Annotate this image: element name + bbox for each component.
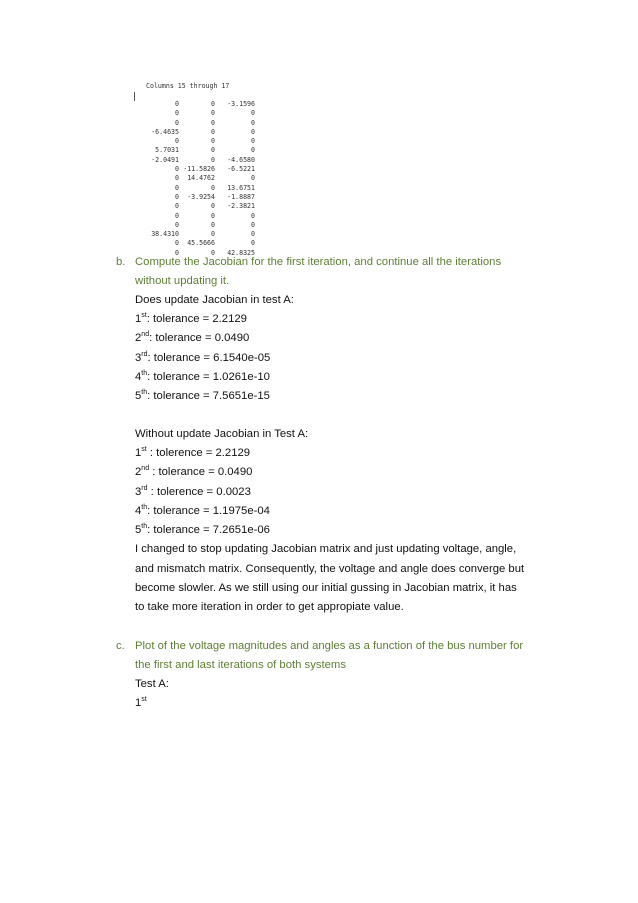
tolerance-line bbox=[135, 505, 270, 517]
update-jacobian-heading: Does update Jacobian in test A: bbox=[135, 294, 294, 306]
matrix-cell: 0 bbox=[211, 109, 215, 118]
iteration-number: 4 bbox=[135, 504, 142, 517]
iteration-suffix: st bbox=[141, 312, 147, 320]
matrix-cell: 13.6751 bbox=[227, 183, 255, 192]
tolerance-line bbox=[135, 466, 252, 478]
iteration-suffix: rd bbox=[141, 350, 148, 358]
section-c-marker: c. bbox=[116, 640, 125, 652]
tolerance-line bbox=[135, 524, 270, 536]
first-iteration-label bbox=[135, 697, 147, 709]
explanation-line-1: I changed to stop updating Jacobian matrix and just updating voltage, angle, bbox=[135, 543, 517, 555]
iteration-number: 4 bbox=[135, 370, 142, 383]
iteration-suffix: nd bbox=[141, 465, 150, 473]
matrix-cell: 0 bbox=[175, 109, 179, 118]
matrix-cell: -1.8887 bbox=[227, 192, 255, 201]
iteration-number: 5 bbox=[135, 524, 142, 537]
tolerance-line bbox=[135, 352, 270, 364]
matrix-cell: 0 bbox=[211, 118, 215, 127]
matrix-cell: 0 bbox=[211, 137, 215, 146]
iteration-number: 5 bbox=[135, 390, 142, 403]
matrix-cell: -2.0491 bbox=[151, 155, 179, 164]
section-c-title-line2: the first and last iterations of both systems bbox=[135, 659, 346, 671]
matrix-cell: 0 bbox=[211, 100, 215, 108]
tolerance-line bbox=[135, 313, 247, 325]
matrix-cell: 0 bbox=[211, 183, 215, 192]
matrix-cell: 0 bbox=[251, 109, 255, 118]
matrix-cell: 0 bbox=[175, 137, 179, 146]
matrix-cell: 0 bbox=[211, 220, 215, 229]
matrix-cell: 0 bbox=[211, 146, 215, 155]
tolerance-value: : tolerance = 7.5651e-15 bbox=[147, 390, 270, 403]
matrix-cell: 0 bbox=[175, 183, 179, 192]
matrix-cell: 0 bbox=[251, 239, 255, 248]
iteration-suffix: th bbox=[141, 504, 148, 512]
iteration-suffix: th bbox=[141, 523, 148, 531]
explanation-line-2: and mismatch matrix. Consequently, the voltage and angle does converge but bbox=[135, 563, 525, 575]
matrix-cell: 0 bbox=[175, 202, 179, 211]
iteration-number: 3 bbox=[135, 351, 142, 364]
tolerance-line bbox=[135, 332, 249, 344]
matrix-cell: -3.1596 bbox=[227, 100, 255, 108]
matrix-cell: 38.4310 bbox=[151, 230, 179, 239]
matrix-cell: -3.9254 bbox=[187, 192, 215, 201]
iteration-suffix: st bbox=[141, 446, 147, 454]
iteration-number: 1 bbox=[135, 313, 142, 325]
iteration-number: 2 bbox=[135, 332, 142, 345]
section-b-title-line2: without updating it. bbox=[135, 275, 230, 287]
matrix-cell: 0 bbox=[251, 220, 255, 229]
matrix-cell: 0 bbox=[251, 118, 255, 127]
iteration-suffix: st bbox=[141, 696, 147, 704]
matrix-cell: 0 bbox=[175, 174, 179, 183]
iteration-number: 1 bbox=[135, 447, 142, 459]
explanation-line-3: become slowler. As we still using our initial gussing in Jacobian matrix, it has bbox=[135, 582, 517, 594]
matrix-cell: 0 bbox=[211, 127, 215, 136]
section-b-title-line1: Compute the Jacobian for the first iteration, and continue all the iterations bbox=[135, 256, 502, 268]
tolerance-line bbox=[135, 486, 251, 498]
iteration-suffix: rd bbox=[141, 484, 148, 492]
matrix-cell: -2.3821 bbox=[227, 202, 255, 211]
iteration-number: 3 bbox=[135, 485, 142, 498]
matrix-cell: 0 bbox=[175, 118, 179, 127]
matrix-cell: -6.5221 bbox=[227, 165, 255, 174]
tolerance-value: : tolerance = 6.1540e-05 bbox=[147, 351, 271, 364]
tolerance-value: : tolerance = 2.2129 bbox=[146, 313, 247, 325]
tolerance-line bbox=[135, 390, 270, 402]
matrix-cell: 0 bbox=[251, 146, 255, 155]
matrix-cell: 0 bbox=[175, 192, 179, 201]
matrix-cell: 0 bbox=[251, 230, 255, 239]
tolerance-value: : tolerance = 0.0490 bbox=[149, 332, 250, 345]
matrix-cell: -11.5826 bbox=[183, 165, 215, 174]
matrix-cell: 0 bbox=[175, 211, 179, 220]
matrix-cell: 0 bbox=[211, 202, 215, 211]
matrix-cell: 0 bbox=[175, 239, 179, 248]
tolerance-value: : tolerence = 0.0023 bbox=[147, 485, 251, 498]
matrix-cell: 0 bbox=[175, 248, 179, 257]
tolerance-value: : tolerance = 7.2651e-06 bbox=[147, 524, 270, 537]
matrix-cell: 5.7031 bbox=[155, 146, 179, 155]
matrix-cell: 0 bbox=[251, 211, 255, 220]
matrix-cell: 14.4762 bbox=[187, 174, 215, 183]
matrix-cell: 0 bbox=[211, 211, 215, 220]
matrix-cell: 45.5666 bbox=[187, 239, 215, 248]
matrix-cell: 0 bbox=[211, 155, 215, 164]
tolerance-value: : tolerance = 1.0261e-10 bbox=[147, 370, 270, 383]
tolerance-value: : tolerance = 1.1975e-04 bbox=[147, 504, 270, 517]
iteration-number: 2 bbox=[135, 466, 142, 479]
iteration-number: 1 bbox=[135, 697, 142, 709]
iteration-suffix: th bbox=[141, 389, 148, 397]
matrix-cell: 0 bbox=[211, 248, 215, 257]
iteration-suffix: nd bbox=[141, 331, 150, 339]
matrix-cell: -6.4635 bbox=[151, 127, 179, 136]
tolerance-line bbox=[135, 447, 250, 459]
matrix-cell: 42.8325 bbox=[227, 248, 255, 257]
matlab-columns-header: Columns 15 through 17 bbox=[146, 82, 230, 90]
iteration-suffix: th bbox=[141, 370, 148, 378]
matrix-cell: 0 bbox=[251, 137, 255, 146]
section-c-title-line1: Plot of the voltage magnitudes and angles as a function of the bus number for bbox=[135, 640, 524, 652]
matrix-cell: -4.6580 bbox=[227, 155, 255, 164]
matrix-cell: 0 bbox=[251, 127, 255, 136]
section-b-marker: b. bbox=[116, 256, 126, 268]
matrix-cell: 0 bbox=[175, 100, 179, 108]
matrix-cell: 0 bbox=[175, 165, 179, 174]
explanation-line-4: to take more iteration in order to get appropiate value. bbox=[135, 601, 404, 613]
matrix-cell: 0 bbox=[175, 220, 179, 229]
matrix-cell: 0 bbox=[251, 174, 255, 183]
tolerance-value: : tolerence = 2.2129 bbox=[146, 447, 251, 459]
tolerance-line bbox=[135, 371, 270, 383]
no-update-jacobian-heading: Without update Jacobian in Test A: bbox=[135, 428, 309, 440]
matrix-cell: 0 bbox=[211, 230, 215, 239]
test-a-label: Test A: bbox=[135, 678, 169, 690]
tolerance-value: : tolerance = 0.0490 bbox=[149, 466, 253, 479]
